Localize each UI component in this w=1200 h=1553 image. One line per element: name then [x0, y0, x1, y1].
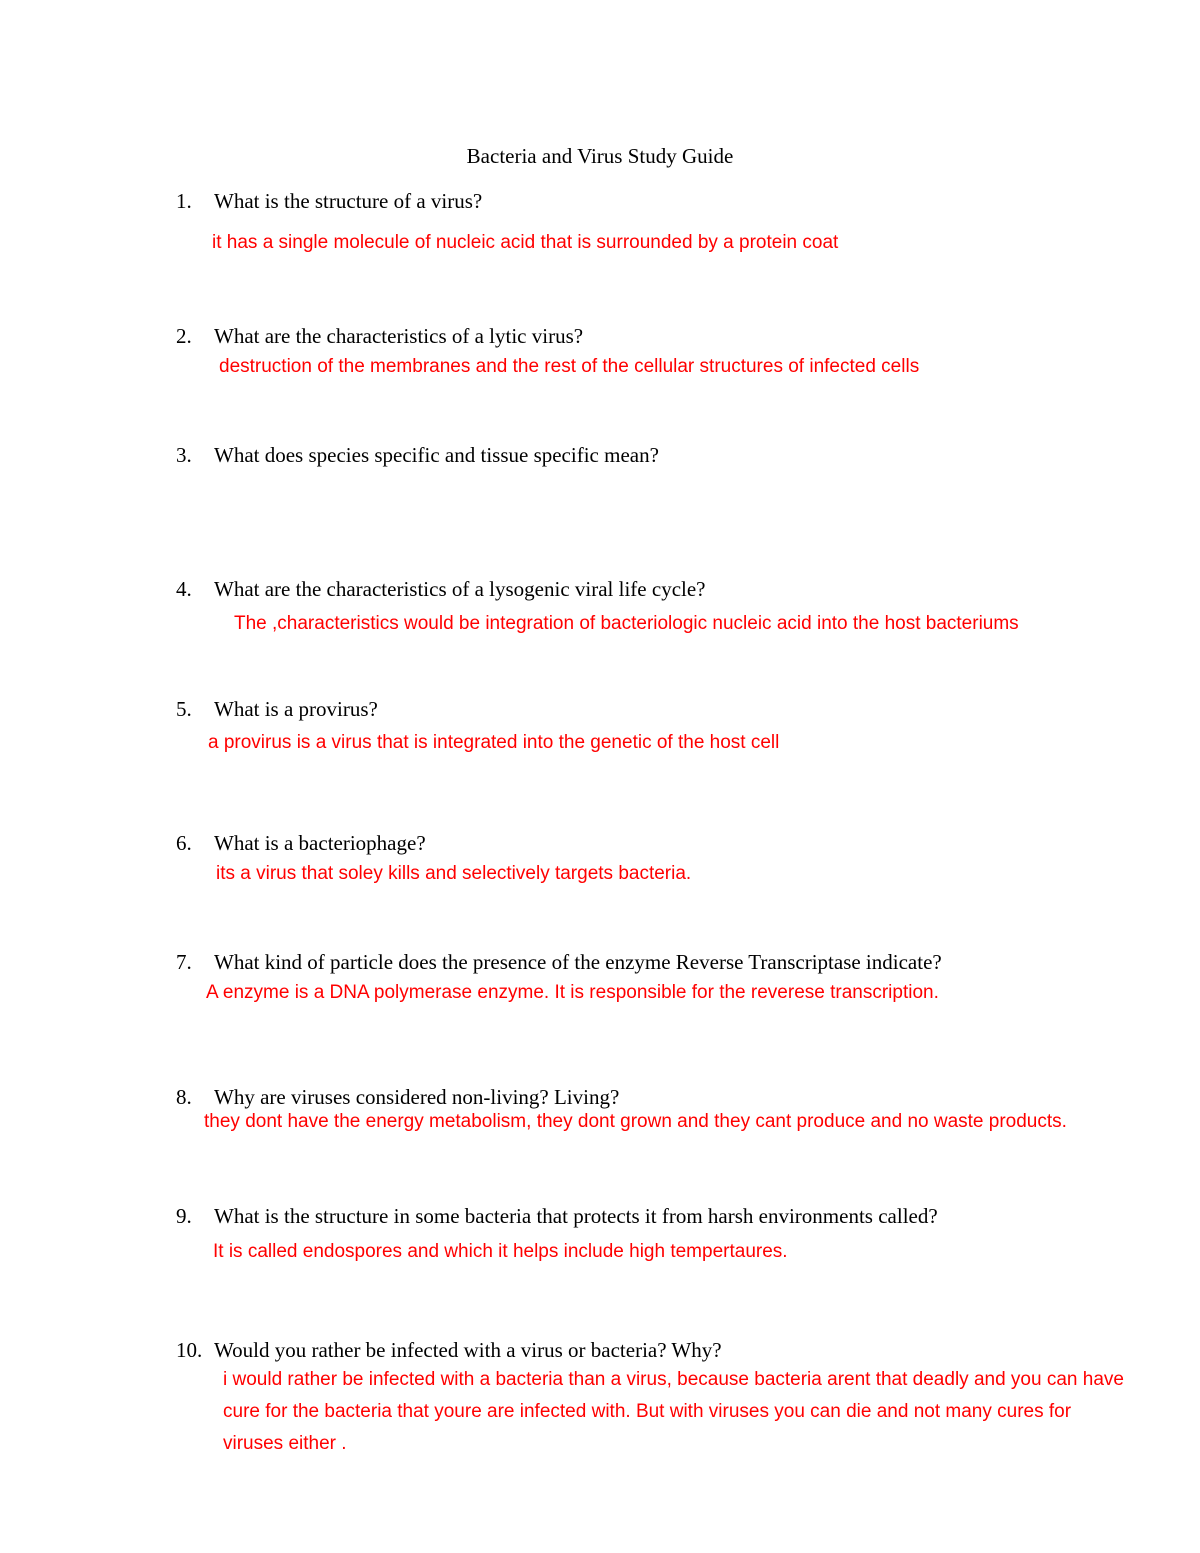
question-text: Would you rather be infected with a virus or bacteria? Why? — [214, 1338, 722, 1362]
question-text: What is the structure of a virus? — [214, 189, 483, 213]
question-text: What are the characteristics of a lytic virus? — [214, 324, 584, 348]
answer-10-line-1: i would rather be infected with a bacteria than a virus, because bacteria arent that deadly and you can have — [223, 1369, 1124, 1390]
answer-1-line-1: it has a single molecule of nucleic acid that is surrounded by a protein coat — [212, 232, 839, 253]
question-text: What is a bacteriophage? — [214, 831, 426, 855]
question-text: What is the structure in some bacteria that protects it from harsh environments called? — [214, 1204, 938, 1228]
question-number: 2. — [176, 324, 192, 348]
question-number: 10. — [176, 1338, 203, 1362]
question-number: 7. — [176, 950, 192, 974]
question-text: What is a provirus? — [214, 697, 378, 721]
answer-10-line-2: cure for the bacteria that youre are infected with. But with viruses you can die and not many cures for — [223, 1401, 1072, 1422]
question-text: What does species specific and tissue specific mean? — [214, 443, 659, 467]
question-number: 9. — [176, 1204, 192, 1228]
answer-4-line-1: The ,characteristics would be integration of bacteriologic nucleic acid into the host bacteriums — [234, 613, 1019, 634]
answer-5-line-1: a provirus is a virus that is integrated into the genetic of the host cell — [208, 732, 780, 753]
answer-9-line-1: It is called endospores and which it helps include high tempertaures. — [213, 1241, 788, 1262]
question-number: 8. — [176, 1085, 192, 1109]
question-number: 4. — [176, 577, 192, 601]
answer-10-line-3: viruses either . — [223, 1433, 347, 1454]
question-number: 3. — [176, 443, 192, 467]
document-title: Bacteria and Virus Study Guide — [466, 144, 734, 168]
question-text: What kind of particle does the presence of the enzyme Reverse Transcriptase indicate? — [214, 950, 942, 974]
answer-2-line-1: destruction of the membranes and the rest of the cellular structures of infected cells — [219, 356, 920, 377]
answer-6-line-1: its a virus that soley kills and selectively targets bacteria. — [216, 863, 692, 884]
question-number: 5. — [176, 697, 192, 721]
question-number: 1. — [176, 189, 192, 213]
answer-8-line-1: they dont have the energy metabolism, they dont grown and they cant produce and no waste products. — [204, 1111, 1067, 1132]
question-text: Why are viruses considered non-living? Living? — [214, 1085, 620, 1109]
question-text: What are the characteristics of a lysogenic viral life cycle? — [214, 577, 706, 601]
answer-7-line-1: A enzyme is a DNA polymerase enzyme. It is responsible for the reverese transcription. — [206, 982, 939, 1003]
question-number: 6. — [176, 831, 192, 855]
